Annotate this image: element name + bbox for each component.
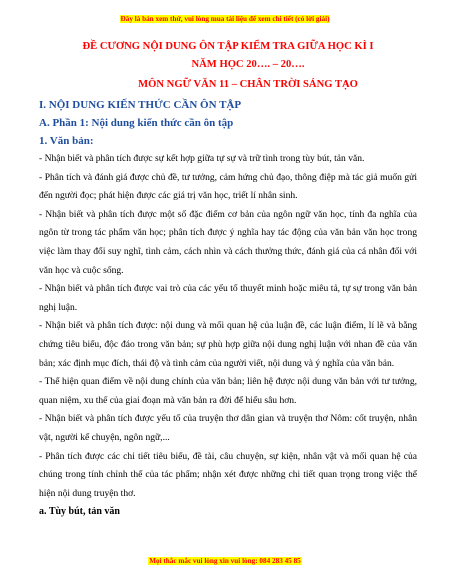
document-title: ĐỀ CƯƠNG NỘI DUNG ÔN TẬP KIỂM TRA GIỮA HỌC KÌ I [82, 41, 374, 52]
paragraph: - Nhận biết và phân tích được vai trò của các yếu tố thuyết minh hoặc miêu tả, tự sự trong văn bản nghị luận. [39, 283, 417, 313]
paragraph: - Nhận biết và phân tích được sự kết hợp giữa tự sự và trữ tình trong tùy bút, tản văn. [39, 153, 365, 164]
item-heading: 1. Văn bản: [39, 135, 94, 147]
document-body [39, 38, 417, 521]
contact-notice-text: Mọi thắc mắc vui lòng xin vui lòng: 084 283 45 85 [149, 557, 301, 565]
paragraph: - Phân tích được các chi tiết tiêu biểu, đề tài, câu chuyện, sự kiện, nhân vật và mối quan hệ của chúng trong tính chỉnh thể của tác phẩm; nhận xét được những chi tiết quan trọng trong việc thể hiện nội dung truyện thơ. [39, 450, 417, 499]
preview-notice-banner [0, 14, 450, 25]
subsection-heading: a. Tùy bút, tản văn [39, 506, 120, 518]
preview-notice-text: Đây là bản xem thử, vui lòng mua tài liệu để xem chi tiết (có lời giải) [120, 15, 330, 23]
paragraph: - Nhận biết và phân tích được yếu tố của truyện thơ dân gian và truyện thơ Nôm: cốt truyện, nhân vật, người kể chuyện, ngôn ngữ,... [39, 413, 417, 443]
section-heading: I. NỘI DUNG KIẾN THỨC CẦN ÔN TẬP [39, 99, 242, 111]
paragraph: - Thể hiện quan điểm về nội dung chính của văn bản; liên hệ được nội dung văn bản với tư tưởng, quan niệm, xu thế của giai đoạn mà văn bản ra đời để hiểu sâu hơn. [39, 376, 417, 406]
contact-notice-banner [0, 556, 450, 567]
paragraph: - Nhận biết và phân tích được: nội dung và mối quan hệ của luận đề, các luận điểm, lí lẽ và bằng chứng tiêu biểu, độc đáo trong văn bản; sự phù hợp giữa nội dung nghị luận với nhan đề của văn bản; xác định mục đích, thái độ và tình cảm của người viết, nội dung và ý nghĩa của văn bản. [39, 320, 417, 369]
subject-title: MÔN NGỮ VĂN 11 – CHÂN TRỜI SÁNG TẠO [138, 79, 358, 90]
part-heading: A. Phần 1: Nội dung kiến thức cần ôn tập [39, 117, 234, 129]
paragraph: - Phân tích và đánh giá được chủ đề, tư tưởng, cảm hứng chủ đạo, thông điệp mà tác giả muốn gửi đến người đọc; phát hiện được các giá trị văn học, triết lí nhân sinh. [39, 171, 417, 202]
paragraph: - Nhận biết và phân tích được một số đặc điểm cơ bản của ngôn ngữ văn học, tính đa nghĩa của ngôn từ trong tác phẩm văn học; phân tích được ý nghĩa hay tác động của văn bản văn học trong việc làm thay đổi suy nghĩ, tình cảm, cách nhìn và cách thưởng thức, đánh giá của cá nhân đối với văn học và cuộc sống. [39, 208, 417, 276]
school-year: NĂM HỌC 20…. – 20…. [191, 59, 305, 70]
